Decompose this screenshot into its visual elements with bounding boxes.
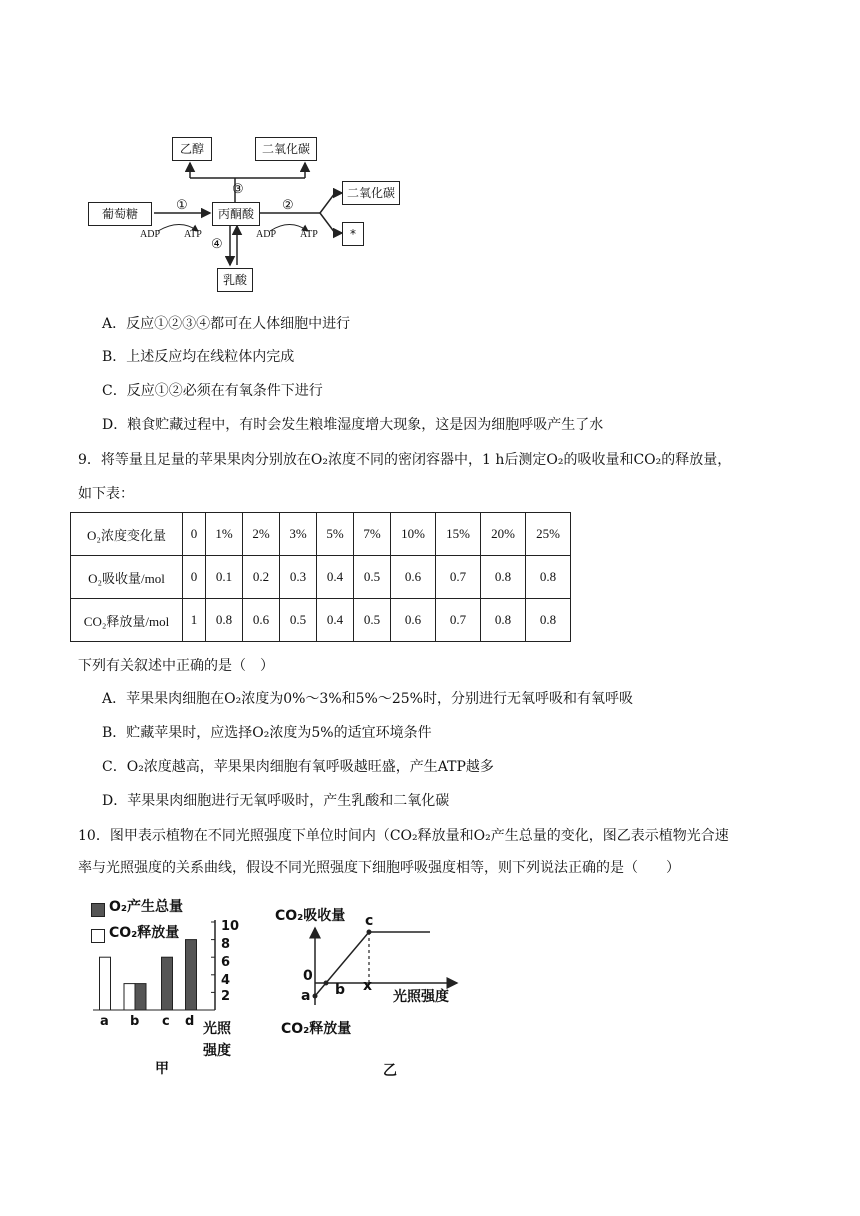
table-cell: 0.4 — [317, 556, 354, 599]
q10-stem-line2: 率与光照强度的关系曲线，假设不同光照强度下细胞呼吸强度相等，则下列说法正确的是（ ） — [78, 860, 680, 876]
table-cell: 3% — [280, 513, 317, 556]
table-cell: 0.7 — [436, 599, 481, 642]
q9-option-b: B．贮藏苹果时，应选择O₂浓度为5%的适宜环境条件 — [102, 725, 432, 741]
row-header: O₂吸收量/mol — [71, 556, 183, 599]
marker-r4: ④ — [211, 236, 223, 251]
q8-option-c: C．反应①②必须在有氧条件下进行 — [102, 383, 323, 399]
table-cell: 5% — [317, 513, 354, 556]
table-cell: 0.8 — [206, 599, 243, 642]
table-cell: 0 — [183, 556, 206, 599]
y-tick-label: 2 — [221, 989, 231, 1004]
table-cell: 0.6 — [243, 599, 280, 642]
box-co2-top: 二氧化碳 — [255, 137, 317, 161]
table-cell: 1% — [206, 513, 243, 556]
y-tick-label: 8 — [221, 937, 231, 952]
table-cell: 0.8 — [481, 599, 526, 642]
x-axis-label: 光照强度 — [203, 1021, 231, 1059]
q8-option-a: A．反应①②③④都可在人体细胞中进行 — [102, 316, 351, 332]
y-tick-label: 6 — [221, 955, 231, 970]
table-cell: 0.4 — [317, 599, 354, 642]
q8-option-d: D．粮食贮藏过程中，有时会发生粮堆湿度增大现象，这是因为细胞呼吸产生了水 — [102, 417, 604, 433]
q9-stem-line1: 9．将等量且足量的苹果果肉分别放在O₂浓度不同的密闭容器中，1 h后测定O₂的吸收量和CO₂的释放量， — [78, 452, 732, 468]
point-c — [367, 930, 372, 935]
table-cell: 0.5 — [280, 599, 317, 642]
label-adp-2: ADP — [256, 229, 277, 240]
x-category-label: a — [100, 1014, 109, 1029]
y-axis-label-top: CO₂吸收量 — [275, 908, 346, 924]
point-b — [324, 981, 329, 986]
marker-r2: ② — [282, 197, 294, 212]
q9-option-d: D．苹果果肉细胞进行无氧呼吸时，产生乳酸和二氧化碳 — [102, 793, 450, 809]
table-cell: 20% — [481, 513, 526, 556]
q9-option-c: C．O₂浓度越高，苹果果肉细胞有氧呼吸越旺盛，产生ATP越多 — [102, 759, 494, 775]
q9-prompt: 下列有关叙述中正确的是（ ） — [78, 658, 274, 674]
chart-yi — [275, 900, 485, 1080]
bar-o2-b — [135, 984, 146, 1010]
marker-r3: ③ — [232, 181, 244, 196]
table-cell: 0.5 — [354, 556, 391, 599]
table-cell: 2% — [243, 513, 280, 556]
q9-stem-line2: 如下表： — [78, 486, 134, 502]
y-tick-label: 4 — [221, 973, 231, 988]
table-cell: 25% — [526, 513, 571, 556]
q9-data-table — [70, 512, 571, 642]
row-header: CO₂释放量/mol — [71, 599, 183, 642]
point-label-a: a — [301, 988, 311, 1004]
table-cell: 0.8 — [526, 556, 571, 599]
table-cell: 7% — [354, 513, 391, 556]
box-pyruvate: 丙酮酸 — [212, 202, 260, 226]
x-axis-label: 光照强度 — [393, 989, 449, 1005]
table-cell: 0.8 — [481, 556, 526, 599]
table-cell: 0.6 — [391, 599, 436, 642]
legend-label-co2: CO₂释放量 — [109, 925, 180, 941]
chart-jia — [85, 890, 265, 1080]
point-label-b: b — [335, 982, 346, 998]
box-glucose: 葡萄糖 — [88, 202, 152, 226]
box-lactate: 乳酸 — [217, 268, 253, 292]
table-cell: 0.1 — [206, 556, 243, 599]
x-marker-label: x — [363, 978, 373, 994]
x-category-label: c — [162, 1014, 170, 1029]
table-cell: 0.5 — [354, 599, 391, 642]
box-ethanol: 乙醇 — [172, 137, 212, 161]
label-atp-2: ATP — [300, 229, 318, 240]
table-cell: 0.7 — [436, 556, 481, 599]
table-row — [71, 556, 571, 599]
label-atp-1: ATP — [184, 229, 202, 240]
box-star: * — [342, 222, 364, 246]
y-tick-label: 10 — [221, 919, 240, 934]
q9-option-a: A．苹果果肉细胞在O₂浓度为0%～3%和5%～25%时，分别进行无氧呼吸和有氧呼吸 — [102, 691, 633, 707]
bar-o2-c — [162, 957, 173, 1010]
q8-option-b: B．上述反应均在线粒体内完成 — [102, 349, 295, 365]
chart-caption-jia: 甲 — [155, 1061, 169, 1077]
label-adp-1: ADP — [140, 229, 161, 240]
table-row — [71, 599, 571, 642]
respiration-diagram — [80, 125, 400, 300]
point-label-c: c — [365, 913, 374, 929]
chart-jia-plot — [85, 890, 265, 1020]
bar-co2-a — [100, 957, 111, 1010]
x-category-label: b — [130, 1014, 140, 1029]
table-cell: 0.3 — [280, 556, 317, 599]
table-cell: 0.8 — [526, 599, 571, 642]
box-co2-right: 二氧化碳 — [342, 181, 400, 205]
bar-o2-d — [186, 940, 197, 1010]
y-axis-label-bottom: CO₂释放量 — [281, 1021, 352, 1037]
table-cell: 15% — [436, 513, 481, 556]
table-cell: 0 — [183, 513, 206, 556]
marker-r1: ① — [176, 197, 188, 212]
q10-stem-line1: 10．图甲表示植物在不同光照强度下单位时间内（CO₂释放量和O₂产生总量的变化，图乙表示植物光合速 — [78, 828, 729, 844]
origin-label: 0 — [303, 968, 313, 984]
table-cell: 0.6 — [391, 556, 436, 599]
table-cell: 10% — [391, 513, 436, 556]
row-header: O₂浓度变化量 — [71, 513, 183, 556]
x-category-label: d — [185, 1014, 195, 1029]
table-cell: 1 — [183, 599, 206, 642]
table-row — [71, 513, 571, 556]
bar-co2-b — [124, 984, 135, 1010]
chart-caption-yi: 乙 — [383, 1063, 397, 1079]
point-a — [313, 994, 318, 999]
table-cell: 0.2 — [243, 556, 280, 599]
legend-label-o2: O₂产生总量 — [109, 899, 184, 915]
